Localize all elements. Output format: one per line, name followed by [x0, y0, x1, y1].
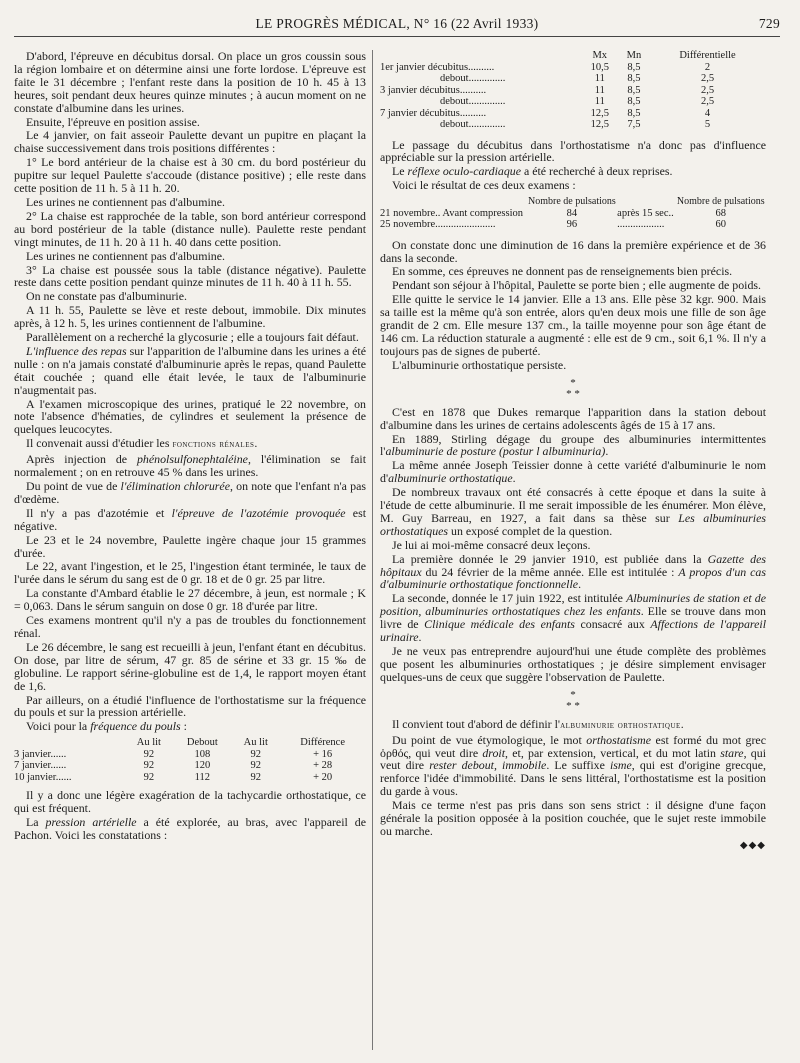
- italic-term: L'influence des repas: [26, 343, 127, 358]
- italic-term: Clinique médicale des enfants: [424, 617, 575, 632]
- left-column: [14, 50, 366, 843]
- paragraph: 2° La chaise est rapprochée de la table, son bord antérieur correspond au bord postérieur de la table (distance nulle). Paulette reste pendant vingt minutes, de 11 h. 20 à 11 h. 40 dans cette position.: [14, 208, 366, 249]
- table-header: Nombre de pulsations: [528, 196, 616, 208]
- table-cell: 92: [143, 760, 155, 772]
- paragraph: Pendant son séjour à l'hôpital, Paulette se porte bien ; elle augmente de poids.: [392, 278, 762, 293]
- paragraph: Je ne veux pas entreprendre aujourd'hui une étude complète des problèmes que posent les albuminuries orthostatiques ; je désire simplement envisager quelques-uns de ceux que suggère l'observation de Paulette.: [380, 644, 766, 684]
- paragraph: [380, 592, 766, 644]
- paragraph-text: . Elle se trouve dans mon livre de: [380, 604, 766, 632]
- paragraph: [380, 734, 766, 799]
- paragraph: Voici le résultat de ces deux examens :: [392, 178, 576, 193]
- table-cell: 25 novembre.......................: [380, 219, 496, 231]
- paragraph-text: :: [180, 719, 187, 734]
- table-cell: 21 novembre.. Avant compression: [380, 207, 523, 219]
- paragraph-text: En 1889, Stirling dégage du groupe des albuminuries intermittentes l': [380, 431, 766, 459]
- paragraph-text: un exposé complet de la question.: [448, 523, 613, 538]
- paragraph-text: , qui est d'origine grecque, renforce l'idée d'immobilité. Dans le sens littéral, l'orthostatisme est la position du garde à vous.: [380, 758, 766, 799]
- paragraph: Mais ce terme n'est pas pris dans son sens strict : il désigne d'une façon générale la position opposée à la position couchée, que le sujet reste immobile ou marche.: [380, 798, 766, 838]
- italic-term: réflexe oculo-cardiaque: [407, 164, 521, 179]
- table-header: Différence: [300, 737, 345, 749]
- paragraph: 3° La chaise est poussée sous la table (distance négative). Paulette reste dans cette position pendant quinze minutes de 11 h. 40 à 11 h. 55.: [14, 262, 366, 290]
- table-cell: 11: [594, 73, 605, 84]
- table-cell: 7,5: [627, 119, 641, 130]
- table-header: Nombre de pulsations: [676, 196, 765, 208]
- table-cell: 8,5: [627, 84, 641, 96]
- paragraph: En somme, ces épreuves ne donnent pas de renseignements bien précis.: [392, 264, 733, 279]
- table-cell: 11: [594, 84, 605, 96]
- paragraph: La constante d'Ambard établie le 27 décembre, à jeun, est normale ; K = 0,063. Dans le sérum sanguin on dose 0 gr. 18 d'urée par litre.: [14, 586, 366, 614]
- paragraph-text: Du point de vue étymologique, le mot: [392, 732, 587, 747]
- paragraph: Le passage du décubitus dans l'orthostatisme n'a donc pas d'influence appréciable sur la pression artérielle.: [380, 137, 766, 165]
- table-cell: 68: [715, 207, 726, 219]
- paragraph-text: est négative.: [14, 505, 367, 533]
- table-cell: 108: [194, 748, 211, 760]
- paragraph: Les urines ne contiennent pas d'albumine.: [26, 248, 225, 263]
- paragraph-text: Le: [392, 164, 408, 179]
- table-cell: 2: [704, 61, 711, 73]
- paragraph-text: du 24 février de la même année. Elle est intitulée :: [421, 564, 679, 579]
- table-cell: 2,5: [700, 96, 715, 107]
- paragraph: Le 23 et le 24 novembre, Paulette ingère chaque jour 15 grammes d'urée.: [14, 532, 366, 560]
- paragraph: Ces examens montrent qu'il n'y a pas de troubles du fonctionnement rénal.: [14, 613, 366, 640]
- paragraph: Parallèlement on a recherché la glycosurie ; elle a toujours fait défaut.: [26, 330, 359, 345]
- paragraph-text: .: [680, 716, 684, 731]
- table-cell: debout..............: [440, 96, 506, 107]
- table-cell: 7 janvier......: [14, 760, 67, 772]
- paragraph: [380, 165, 766, 178]
- table-cell: 8,5: [627, 107, 641, 119]
- table-row: [14, 749, 366, 761]
- table-cell: 92: [143, 748, 155, 760]
- table-cell: 92: [143, 771, 155, 783]
- table-header: Debout: [186, 737, 218, 749]
- paragraph-text: La première donnée le 29 janvier 1910, est publiée dans la: [392, 551, 708, 566]
- paragraph: A 11 h. 55, Paulette se lève et reste debout, immobile. Dix minutes après, à 12 h. 5, les urines contiennent de l'albumine.: [14, 303, 366, 331]
- table-header: [14, 737, 125, 749]
- italic-term: albuminurie de posture (postur l albuminuria): [385, 444, 606, 459]
- table-header: Mn: [626, 50, 642, 61]
- paragraph-text: Il n'y a pas d'azotémie et: [26, 505, 172, 520]
- table-cell: 1er janvier décubitus..........: [380, 61, 495, 73]
- paragraph-text: sur l'apparition de l'albumine dans les urines a été nulle : on n'a jamais constaté d'albuminurie après le repas, quand Paulette était couchée ; quand elle était levée, le taux de l'albuminurie n'augmentait pas.: [14, 343, 366, 397]
- table-header: Au lit: [243, 737, 268, 749]
- table-cell: ..................: [617, 219, 665, 231]
- paragraph-text: .: [578, 577, 582, 592]
- paragraph-text: La seconde, donnée le 17 juin 1922, est intitulée: [392, 591, 627, 606]
- table-cell: debout..............: [440, 73, 506, 84]
- paragraph-text: Après injection de: [26, 452, 137, 467]
- table-cell: + 16: [313, 748, 333, 760]
- italic-term: Les albuminuries orthostatiques: [380, 510, 767, 538]
- paragraph: [380, 718, 766, 733]
- table-header: [617, 196, 675, 208]
- paragraph-text: La même année Joseph Teissier donne à cette variété d'albuminurie le nom d': [380, 458, 766, 486]
- table-cell: debout..............: [440, 119, 506, 130]
- paragraph-text: La: [26, 815, 46, 830]
- table-row: [14, 772, 366, 784]
- paragraph: [380, 553, 766, 592]
- paragraph-text: .: [254, 436, 258, 451]
- pulse-table: [14, 737, 366, 783]
- table-header: [380, 50, 581, 62]
- italic-term: A propos d'un cas d'albuminurie orthostatique fonctionnelle: [380, 564, 766, 592]
- paragraph: 1° Le bord antérieur de la chaise est à 30 cm. du bord postérieur du pupitre sur lequel Paulette s'accoude (distance positive) ; elle reste dans cette position de 11 h. 5 à 11 h. 20.: [14, 155, 366, 196]
- table-cell: 10,5: [590, 61, 609, 73]
- paragraph: [14, 453, 366, 479]
- table-cell: + 20: [313, 771, 333, 783]
- table-cell: 4: [704, 107, 711, 119]
- table-cell: 7 janvier décubitus..........: [380, 107, 487, 119]
- table-cell: + 28: [313, 760, 333, 772]
- paragraph-text: .: [512, 471, 516, 486]
- paragraph-text: , qui veut dire: [380, 745, 766, 773]
- small-caps-term: albuminurie orthostatique: [560, 719, 681, 731]
- paragraph-text: Il convenait aussi d'étudier les: [26, 436, 173, 451]
- paragraph-text: Voici pour la: [26, 719, 91, 734]
- table-header: Différentielle: [679, 50, 736, 61]
- italic-term: rester debout, immobile: [429, 758, 547, 773]
- italic-term: phénolsulfonephtaléine: [136, 452, 248, 467]
- asterism-separator: * * *: [566, 376, 580, 400]
- paragraph-text: , l'élimination se fait normalement ; on en retrouve 45 % dans les urines.: [14, 452, 366, 480]
- italic-term: orthostatisme: [586, 732, 652, 747]
- paragraph: On ne constate pas d'albuminurie.: [26, 289, 187, 304]
- table-row: [14, 760, 366, 772]
- table-cell: 2,5: [700, 84, 715, 96]
- table-header: Mx: [592, 50, 608, 61]
- paragraph: Ensuite, l'épreuve en position assise.: [26, 114, 200, 129]
- paragraph: On constate donc une diminution de 16 dans la première expérience et de 36 dans la seconde.: [380, 237, 766, 265]
- paragraph-text: consacré aux: [574, 617, 651, 632]
- paragraph: [14, 345, 366, 397]
- table-row: [380, 96, 766, 108]
- paragraph: Par ailleurs, on a étudié l'influence de l'orthostatisme sur la fréquence du pouls et sur la pression artérielle.: [14, 692, 366, 720]
- table-row: [380, 62, 766, 74]
- table-cell: 11: [594, 96, 605, 107]
- table-cell: 92: [250, 748, 262, 760]
- paragraph-text: Il convient tout d'abord de définir l': [392, 716, 561, 731]
- italic-term: Affections de l'appareil urinaire: [380, 617, 766, 645]
- table-cell: 5: [704, 119, 711, 130]
- italic-term: pression artérielle: [45, 815, 137, 830]
- table-cell: 120: [194, 760, 211, 772]
- paragraph: [14, 480, 366, 506]
- table-cell: 60: [715, 219, 726, 231]
- italic-term: fréquence du pouls: [90, 719, 181, 734]
- table-cell: 2,5: [700, 73, 715, 84]
- table-row: [380, 108, 766, 120]
- paragraph: Les urines ne contiennent pas d'albumine.: [26, 194, 225, 209]
- paragraph-text: a été explorée, au bras, avec l'appareil de Pachon. Voici les constatations :: [14, 815, 366, 842]
- paragraph-text: . Le suffixe: [546, 758, 610, 773]
- table-cell: 8,5: [627, 96, 641, 107]
- paragraph: Le 22, avant l'ingestion, et le 25, l'ingestion étant terminée, le taux de l'urée dans le sérum du sang est de 0 gr. 18 et de 0 gr. 25 par litre.: [14, 559, 366, 587]
- paragraph: [14, 816, 366, 842]
- paragraph-text: De nombreux travaux ont été consacrés à cette époque et dans la suite à l'étude de cette albuminurie. Il me serait impossible de les énumérer. Mon élève, M. Guy Barreau, en 1927, a fait dans sa thèse sur: [380, 485, 766, 525]
- paragraph: [14, 720, 366, 733]
- table-row: [380, 208, 766, 220]
- column-divider: [372, 50, 373, 1050]
- paragraph: Le 26 décembre, le sang est recueilli à jeun, l'enfant étant en décubitus. On dose, par litre de sérum, 47 gr. 85 de sérine et 33 gr. 15 ‰ de globuline. Le rapport sérine-globuline est de 1,4, le rapport moyen étant de 1,6.: [14, 639, 366, 693]
- table-cell: 3 janvier......: [14, 748, 67, 760]
- paragraph: Il y a donc une légère exagération de la tachycardie orthostatique, ce qui est fréquent.: [14, 788, 366, 816]
- italic-term: albuminurie orthostatique: [388, 471, 513, 486]
- table-cell: 84: [566, 207, 578, 219]
- italic-term: isme: [609, 758, 632, 773]
- asterism-separator: * * *: [566, 688, 580, 712]
- paragraph-text: , on note que l'enfant n'a pas d'œdème.: [14, 479, 366, 506]
- paragraph: Le 4 janvier, on fait asseoir Paulette devant un pupitre en plaçant la chaise successivement dans trois positions différentes :: [14, 128, 366, 156]
- paragraph-text: , et, par extension, vertical, et du mot latin: [505, 745, 721, 760]
- oculo-cardiac-table: [380, 196, 766, 231]
- paragraph-text: Du point de vue de: [26, 479, 121, 493]
- paragraph-text: .: [605, 444, 609, 459]
- table-row: [380, 119, 766, 131]
- paragraph: Elle quitte le service le 14 janvier. Elle a 13 ans. Elle pèse 32 kgr. 900. Mais sa taille est la même qu'à son entrée, alors qu'en deux mois une fille de son âge grandit de 2 cm. Elle mesure 137 cm., la taille moyenne pour son âge étant de 146 cm. La réduction staturale a augmenté : elle est de 9 cm., soit 6,1 %. Il n'y a toujours pas de signes de puberté.: [380, 292, 766, 358]
- table-header: Au lit: [136, 737, 161, 749]
- italic-term: stare: [720, 745, 744, 760]
- italic-term: l'épreuve de l'azotémie provoquée: [171, 505, 346, 520]
- table-cell: 92: [250, 760, 262, 772]
- page-number: 729: [758, 16, 780, 31]
- paragraph: D'abord, l'épreuve en décubitus dorsal. On place un gros coussin sous la région lombaire et on détermine ainsi une forte lordose. L'épreuve est faite le 31 décembre ; l'enfant reste dans la position de 10 h. 45 à 13 heures, soit pendant deux heures quinze minutes ; à aucun moment on ne constate d'albumine dans les urines.: [14, 49, 366, 115]
- italic-term: Gazette des hôpitaux: [380, 551, 766, 579]
- paragraph: [380, 459, 766, 485]
- paragraph: Je lui ai moi-même consacré deux leçons.: [392, 537, 591, 552]
- paragraph-text: .: [418, 630, 422, 645]
- table-cell: 12,5: [590, 107, 609, 119]
- table-header: [380, 196, 527, 208]
- table-row: [380, 85, 766, 97]
- paragraph: [380, 486, 766, 538]
- table-cell: 12,5: [590, 119, 609, 130]
- paragraph: [14, 507, 366, 533]
- end-ornament: ◆◆◆: [739, 839, 766, 851]
- table-cell: 3 janvier décubitus..........: [380, 84, 487, 96]
- table-cell: 96: [566, 219, 578, 231]
- paragraph-text: a été recherché à deux reprises.: [520, 164, 673, 179]
- table-row: [380, 73, 766, 85]
- table-cell: 10 janvier......: [14, 771, 72, 783]
- journal-title: LE PROGRÈS MÉDICAL, N° 16 (22 Avril 1933): [255, 16, 539, 31]
- small-caps-term: fonctions rénales: [172, 439, 255, 451]
- paragraph: A l'examen microscopique des urines, pratiqué le 22 novembre, on note l'absence d'hématies, de cylindres et seulement la présence de quelques leucocytes.: [14, 396, 366, 437]
- italic-term: droit: [482, 745, 506, 760]
- paragraph: C'est en 1878 que Dukes remarque l'apparition dans la station debout d'albumine dans les urines de certains adolescents âgés de 15 à 17 ans.: [380, 404, 766, 432]
- italic-term: Albuminuries de station et de position, albuminuries orthostatiques chez les enfants: [380, 591, 766, 619]
- paragraph: L'albuminurie orthostatique persiste.: [392, 357, 567, 372]
- right-column: [380, 50, 766, 853]
- table-row: [380, 219, 766, 231]
- table-cell: 92: [250, 771, 262, 783]
- table-cell: après 15 sec..: [617, 207, 674, 219]
- table-cell: 8,5: [627, 73, 641, 84]
- blood-pressure-table: [380, 50, 766, 131]
- paragraph: [380, 433, 766, 459]
- italic-term: l'élimination chlorurée: [120, 479, 230, 493]
- table-cell: 112: [194, 771, 211, 783]
- paragraph: [14, 437, 366, 452]
- running-header: [14, 14, 780, 37]
- table-cell: 8,5: [627, 61, 641, 73]
- paragraph-text: est formé du mot grec ὀρθός, qui veut dire: [380, 732, 766, 760]
